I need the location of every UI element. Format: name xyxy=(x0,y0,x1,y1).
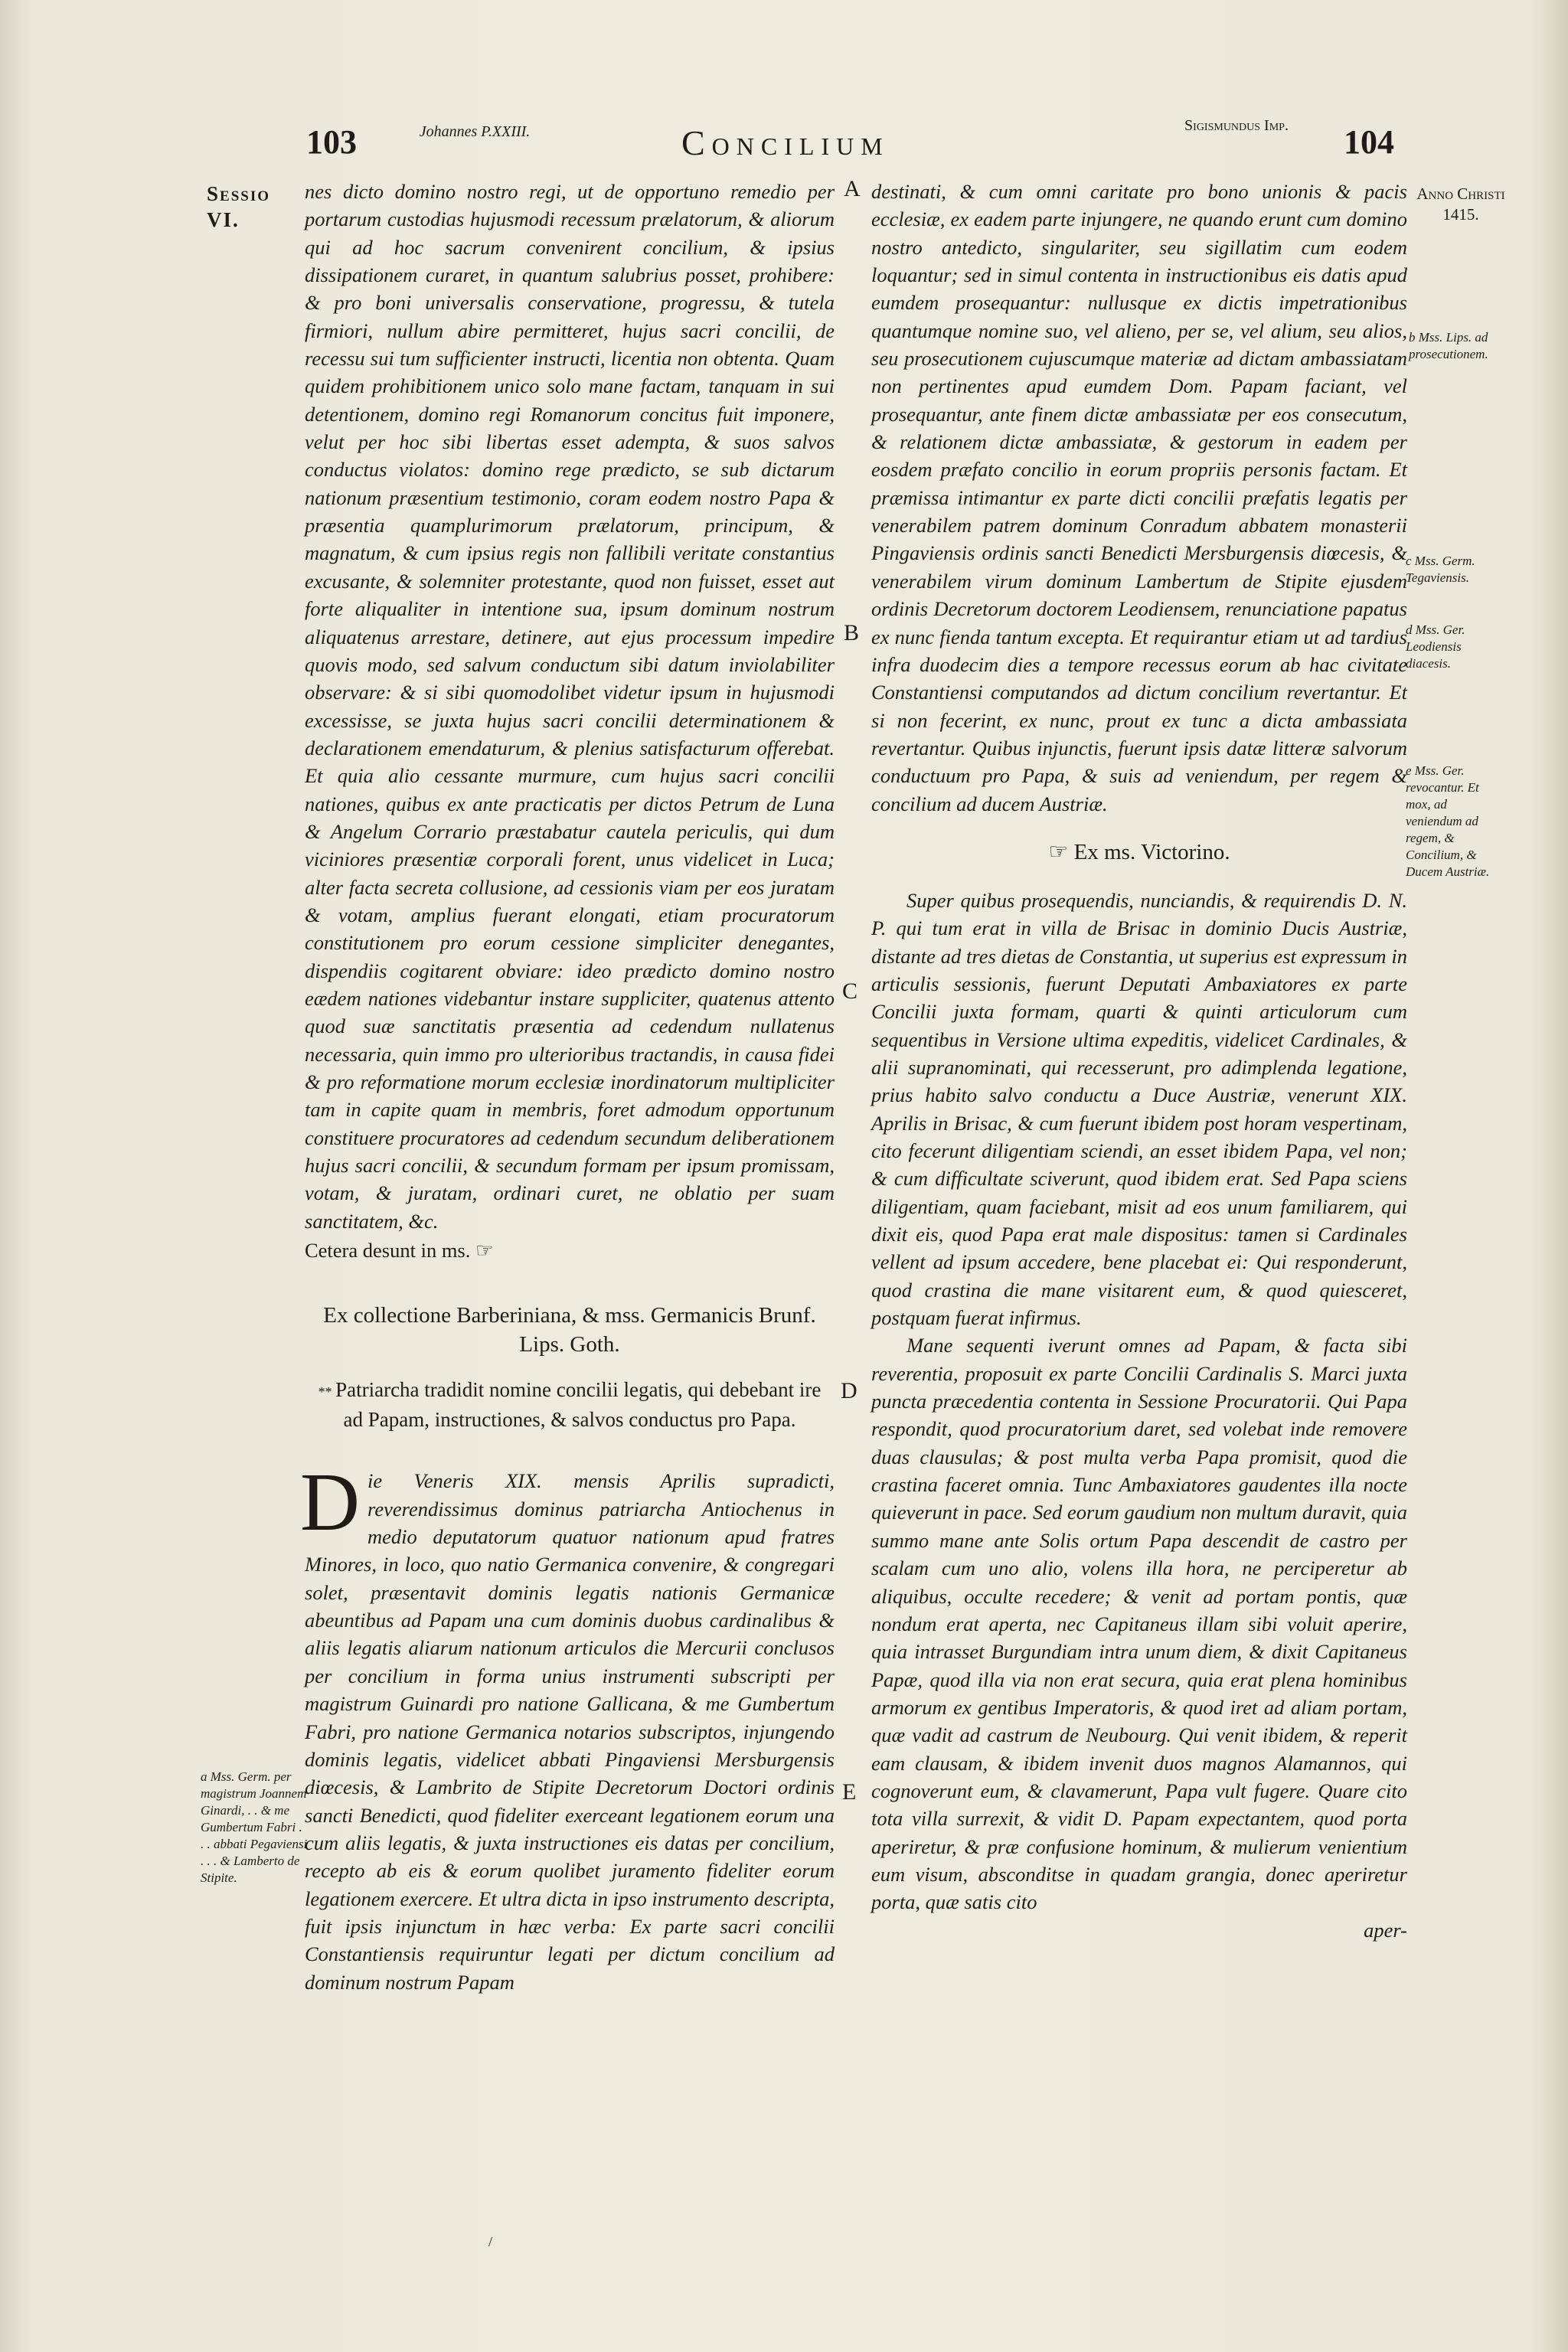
margin-note-a: a Mss. Germ. per magistrum Joannem Ginardi, . . & me Gumbertum Fabri . . . abbati Pegaviensi . . . & Lamberto de Stipite. xyxy=(201,1769,308,1885)
margin-sessio: Sessio VI. xyxy=(207,182,270,231)
left-paragraph-2-text: ie Veneris XIX. mensis Aprilis supradicti, reverendissimus dominus patriarcha Antiochenus in medio deputatorum quatuor nationum apud fratres Minores, in loco, quo natio Germanica convenire, & congregari solet, præsentavit dominis legatis nationis Germanicæ abeuntibus ad Papam una cum dominis duobus cardinalibus & aliis legatis aliarum nationum articulos die Mercurii conclusos per concilium in forma unius instrumenti subscripti per magistrum Guinardi pro natione Gallicana, & me Gumbertum Fabri, pro natione Germanica notarios subscriptos, injungendo dominis legatis, videlicet abbati Pingaviensi Mersburgensis diœcesis, & Lambrito de Stipite Decretorum Doctori ordinis sancti Benedicti, quod fideliter exerceant legationem eorum una cum aliis legatis, & juxta instructiones eis datas per concilium, recepto ab eis & eorum quolibet juramento fideliter eorum legationem exercere. Et ultra dicta in ipso instrumento descripta, fuit ipsis injunctum in hæc verba: Ex parte sacri concilii Constantiensis requiruntur legati per dictum concilium ad dominum nostrum Papam xyxy=(305,1469,835,1994)
page-number-left: 103 xyxy=(306,123,357,161)
footer-mark: / xyxy=(488,2234,493,2249)
margin-letter-e: E xyxy=(842,1779,857,1805)
page-title: Concilium xyxy=(681,123,890,162)
left-paragraph-1: nes dicto domino nostro regi, ut de opportuno remedio per portarum custodias hujusmodi recessum prælatorum, & aliorum qui ad hoc sacrum convenirent concilium, & ipsius dissipationem curaret, in quantum salubrius posset, prohibere: & pro boni universalis conservatione, progressu, & tutela firmiori, nullum abire permitteret, hujus sacri concilii, de recessu sui tum sufficienter instructi, licentia non obtenta. Quam quidem prohibitionem unico solo mane factam, tanquam in sui detentionem, domino regi Romanorum concitus fuit imponere, velut per hoc sibi libertas esset adempta, & suos salvos conductus violatos: domino rege prædicto, se sub dictarum nationum præsentium testimonio, coram eodem nostro Papa & præsentia quamplurimorum prælatorum, principum, & magnatum, & cum ipsius regis non fallibili veritate constantius excusante, & solemniter protestante, quod non fuisset, esset aut forte aliqualiter in intentione sua, ipsum dominum nostrum aliquatenus arrestare, detinere, aut ejus processum impedire quovis modo, sed salvum conductum sibi datum inviolabiliter observare: & si sibi quomodolibet videtur ipsum in hujusmodi excessisse, se juxta hujus sacri concilii determinationem & declarationem emendaturum, & plenius satisfacturum offerebat. Et quia alio cessante murmure, cum hujus sacri concilii nationes, quibus ex ante practicatis per dictos Petrum de Luna & Angelum Corrario præstabatur cautela periculis, qui dum viciniores præsentiæ corporali forent, unus videlicet in Luca; alter facta secreta collusione, ad cessionis viam per eos juratam & votam, amplius fuerant elongati, etiam procuratorum constitutionem pro eorum cessione simpliciter denegantes, dispendiis cogitarent obviare: ideo prædicto domino nostro eædem nationes videbantur instare suppliciter, quatenus attento quod suæ sanctitatis præsentia ad cedendum nullatenus necessaria, quin immo pro ulterioribus tractandis, in causa fidei & pro reformatione morum ecclesiæ inordinatorum multipliciter tam in capite quam in membris, foret admodum opportunum constituere procuratores ad cedendum secundum deliberationem hujus sacri concilii, & secundum formam per ipsum promissam, votam, & juratam, ordinari curet, ne oblatio per suam sanctitatem, &c. xyxy=(305,180,835,1233)
right-paragraph-3: Mane sequenti iverunt omnes ad Papam, & facta sibi reverentia, proposuit ex parte Concilii Cardinalis S. Marci juxta puncta præcedentia contenta in Sessione Procuratorii. Qui Papa respondit, quod procuratorium daret, sed volebat inde removere duas clausulas; & post multa verba Papa promisit, quod die crastina faceret omnia. Tunc Ambaxiatores gaudentes illa nocte quieverunt in pace. Sed eorum gaudium non multum duravit, quia summo mane ante Solis ortum Papa descendit de castro per scalam cum uno alio, volens illa hora, ne perciperetur ab aliquibus, occulte recedere; & venit ad portam pontis, quæ nondum erat aperta, nec Capitaneus illam sibi voluit aperire, quia intrasset Burgundiam intra unum diem, & dixit Capitaneus Papæ, quod illa via non erat secura, quia erat plena hominibus armorum ex gentibus Imperatoris, & quod iret ad aliam portam, quæ vadit ad castrum de Neubourg. Qui venit ibidem, & reperit eam clausam, & ibidem invenit duos magnos Alamannos, qui cognoverunt eum, & clavamerunt, Papa vult fugere. Quare cito tota villa surrexit, & vidit D. Papam expectantem, quod porta aperiretur, & præ confusione hominum, & mulierum venientium eum visum, absconditse in quadam grangia, donec aperiretur porta, quæ satis cito xyxy=(871,1334,1407,1914)
margin-note-e: e Mss. Ger. revocantur. Et mox, ad veniendum ad regem, & Concilium, & Ducem Austriæ. xyxy=(1406,763,1490,879)
catchword: aper- xyxy=(1364,1918,1407,1942)
pointing-hand-icon: ☞ xyxy=(1048,839,1074,864)
right-paragraph-2: Super quibus prosequendis, nunciandis, & requirendis D. N. P. qui tum erat in villa de Brisac in dominio Ducis Austriæ, distante ad tres dietas de Constantia, ut superius est expressum in articulis sessionis, fuerunt Deputati Ambaxiatores ex parte Concilii juxta formam, quarti & quinti articulorum cum sequentibus in Versione ultima expeditis, videlicet Cardinales, & alii supranominati, qui recesserunt, pro adimplenda legatione, prius habito salvo conductu a Duce Austriæ, venerunt XIX. Aprilis in Brisac, & cum fuerunt ibidem post horam vespertinam, cito fecerunt diligentiam sciendi, an esset ibidem Papa, vel non; & cum difficultate sciverunt, quod ibidem erat. Sed Papa sciens diligentiam, quam faciebant, misit ad eos unum familiarem, qui dixit eis, quod Papa erat male dispositus: tamen si Cardinales vellent ad ipsum accedere, bene placebat ei: Qui responderunt, quod crastina die mane visitarent eum, & quod quiesceret, postquam fuerat infirmus. xyxy=(871,888,1407,1330)
left-column xyxy=(300,178,835,1996)
section-heading-victorino-text: Ex ms. Victorino. xyxy=(1073,839,1230,864)
margin-anno: Anno Christi 1415. xyxy=(1416,185,1505,224)
margin-letter-d: D xyxy=(841,1378,858,1403)
running-head-left: Johannes P.XXIII. xyxy=(419,123,531,140)
margin-note-d: d Mss. Ger. Leodiensis diacesis. xyxy=(1406,622,1465,671)
margin-note-c: c Mss. Germ. Tegaviensis. xyxy=(1406,554,1475,585)
right-column xyxy=(871,178,1407,1944)
drop-capital: D xyxy=(300,1457,360,1549)
section-heading-barberini: Ex collectione Barberiniana, & mss. Germanicis Brunf. Lips. Goth. xyxy=(323,1303,816,1357)
section-heading-victorino xyxy=(871,838,1407,867)
page-number-right: 104 xyxy=(1344,123,1394,161)
margin-note-b: b Mss. Lips. ad prosecutionem. xyxy=(1409,330,1488,361)
left-paragraph-2 xyxy=(300,1457,835,1996)
section-summary-patriarcha xyxy=(311,1376,828,1433)
running-head-right: Sigismundus Imp. xyxy=(1184,117,1289,134)
cetera-note xyxy=(305,1236,835,1264)
right-paragraph-1: destinati, & cum omni caritate pro bono unionis & pacis ecclesiæ, ex eadem parte injungere, ne quando erunt cum domino nostro antedicto, singulariter, seu sigillatim cum eodem loquantur; sed in simul contenta in instructionibus eis datis apud eumdem prosequantur: nullusque ex dictis impetrationibus quantumque nomine suo, vel alieno, per se, vel alium, seu alios, seu prosecutionem cujuscumque materiæ ad dictam ambassiatam non pertinentes apud eumdem Dom. Papam faciant, vel prosequantur, ante finem dictæ ambassiatæ per eos consecutum, & relationem dictæ ambassiatæ, & gestorum in eadem per eosdem præfato concilio in eorum propriis personis factam. Et præmissa intimantur ex parte dicti concilii præfatis legatis per venerabilem patrem dominum Conradum abbatem monasterii Pingaviensis ordinis sancti Benedicti Mersburgensis diœcesis, & venerabilem virum dominum Lambertum de Stipite ejusdem ordinis Decretorum doctorem Leodiensem, renunciatione papatus ex nunc fienda tantum excepta. Et requirantur etiam ut ad tardius infra duodecim dies a tempore recessus eorum ab hac civitate Constantiensi computandos ad dictum concilium revertantur. Et si non fecerint, ex nunc, prout ex tunc a dicta ambassiata revertantur. Quibus injunctis, fuerunt ipsis datæ litteræ salvorum conductuum pro Papa, & suis ad veniendum, per regem & concilium ad ducem Austriæ. xyxy=(871,180,1407,815)
margin-letter-b: B xyxy=(844,620,860,645)
margin-letter-a: A xyxy=(844,176,861,201)
page-header xyxy=(0,115,1568,176)
pointing-hand-icon: ☞ xyxy=(475,1239,494,1263)
cetera-text: Cetera desunt in ms. xyxy=(305,1239,471,1263)
margin-letter-c: C xyxy=(842,978,858,1004)
asterisk-icon: ** xyxy=(318,1384,336,1400)
section-summary-text: Patriarcha tradidit nomine concilii legatis, qui debebant ire ad Papam, instructiones, & salvos conductus pro Papa. xyxy=(335,1378,822,1432)
